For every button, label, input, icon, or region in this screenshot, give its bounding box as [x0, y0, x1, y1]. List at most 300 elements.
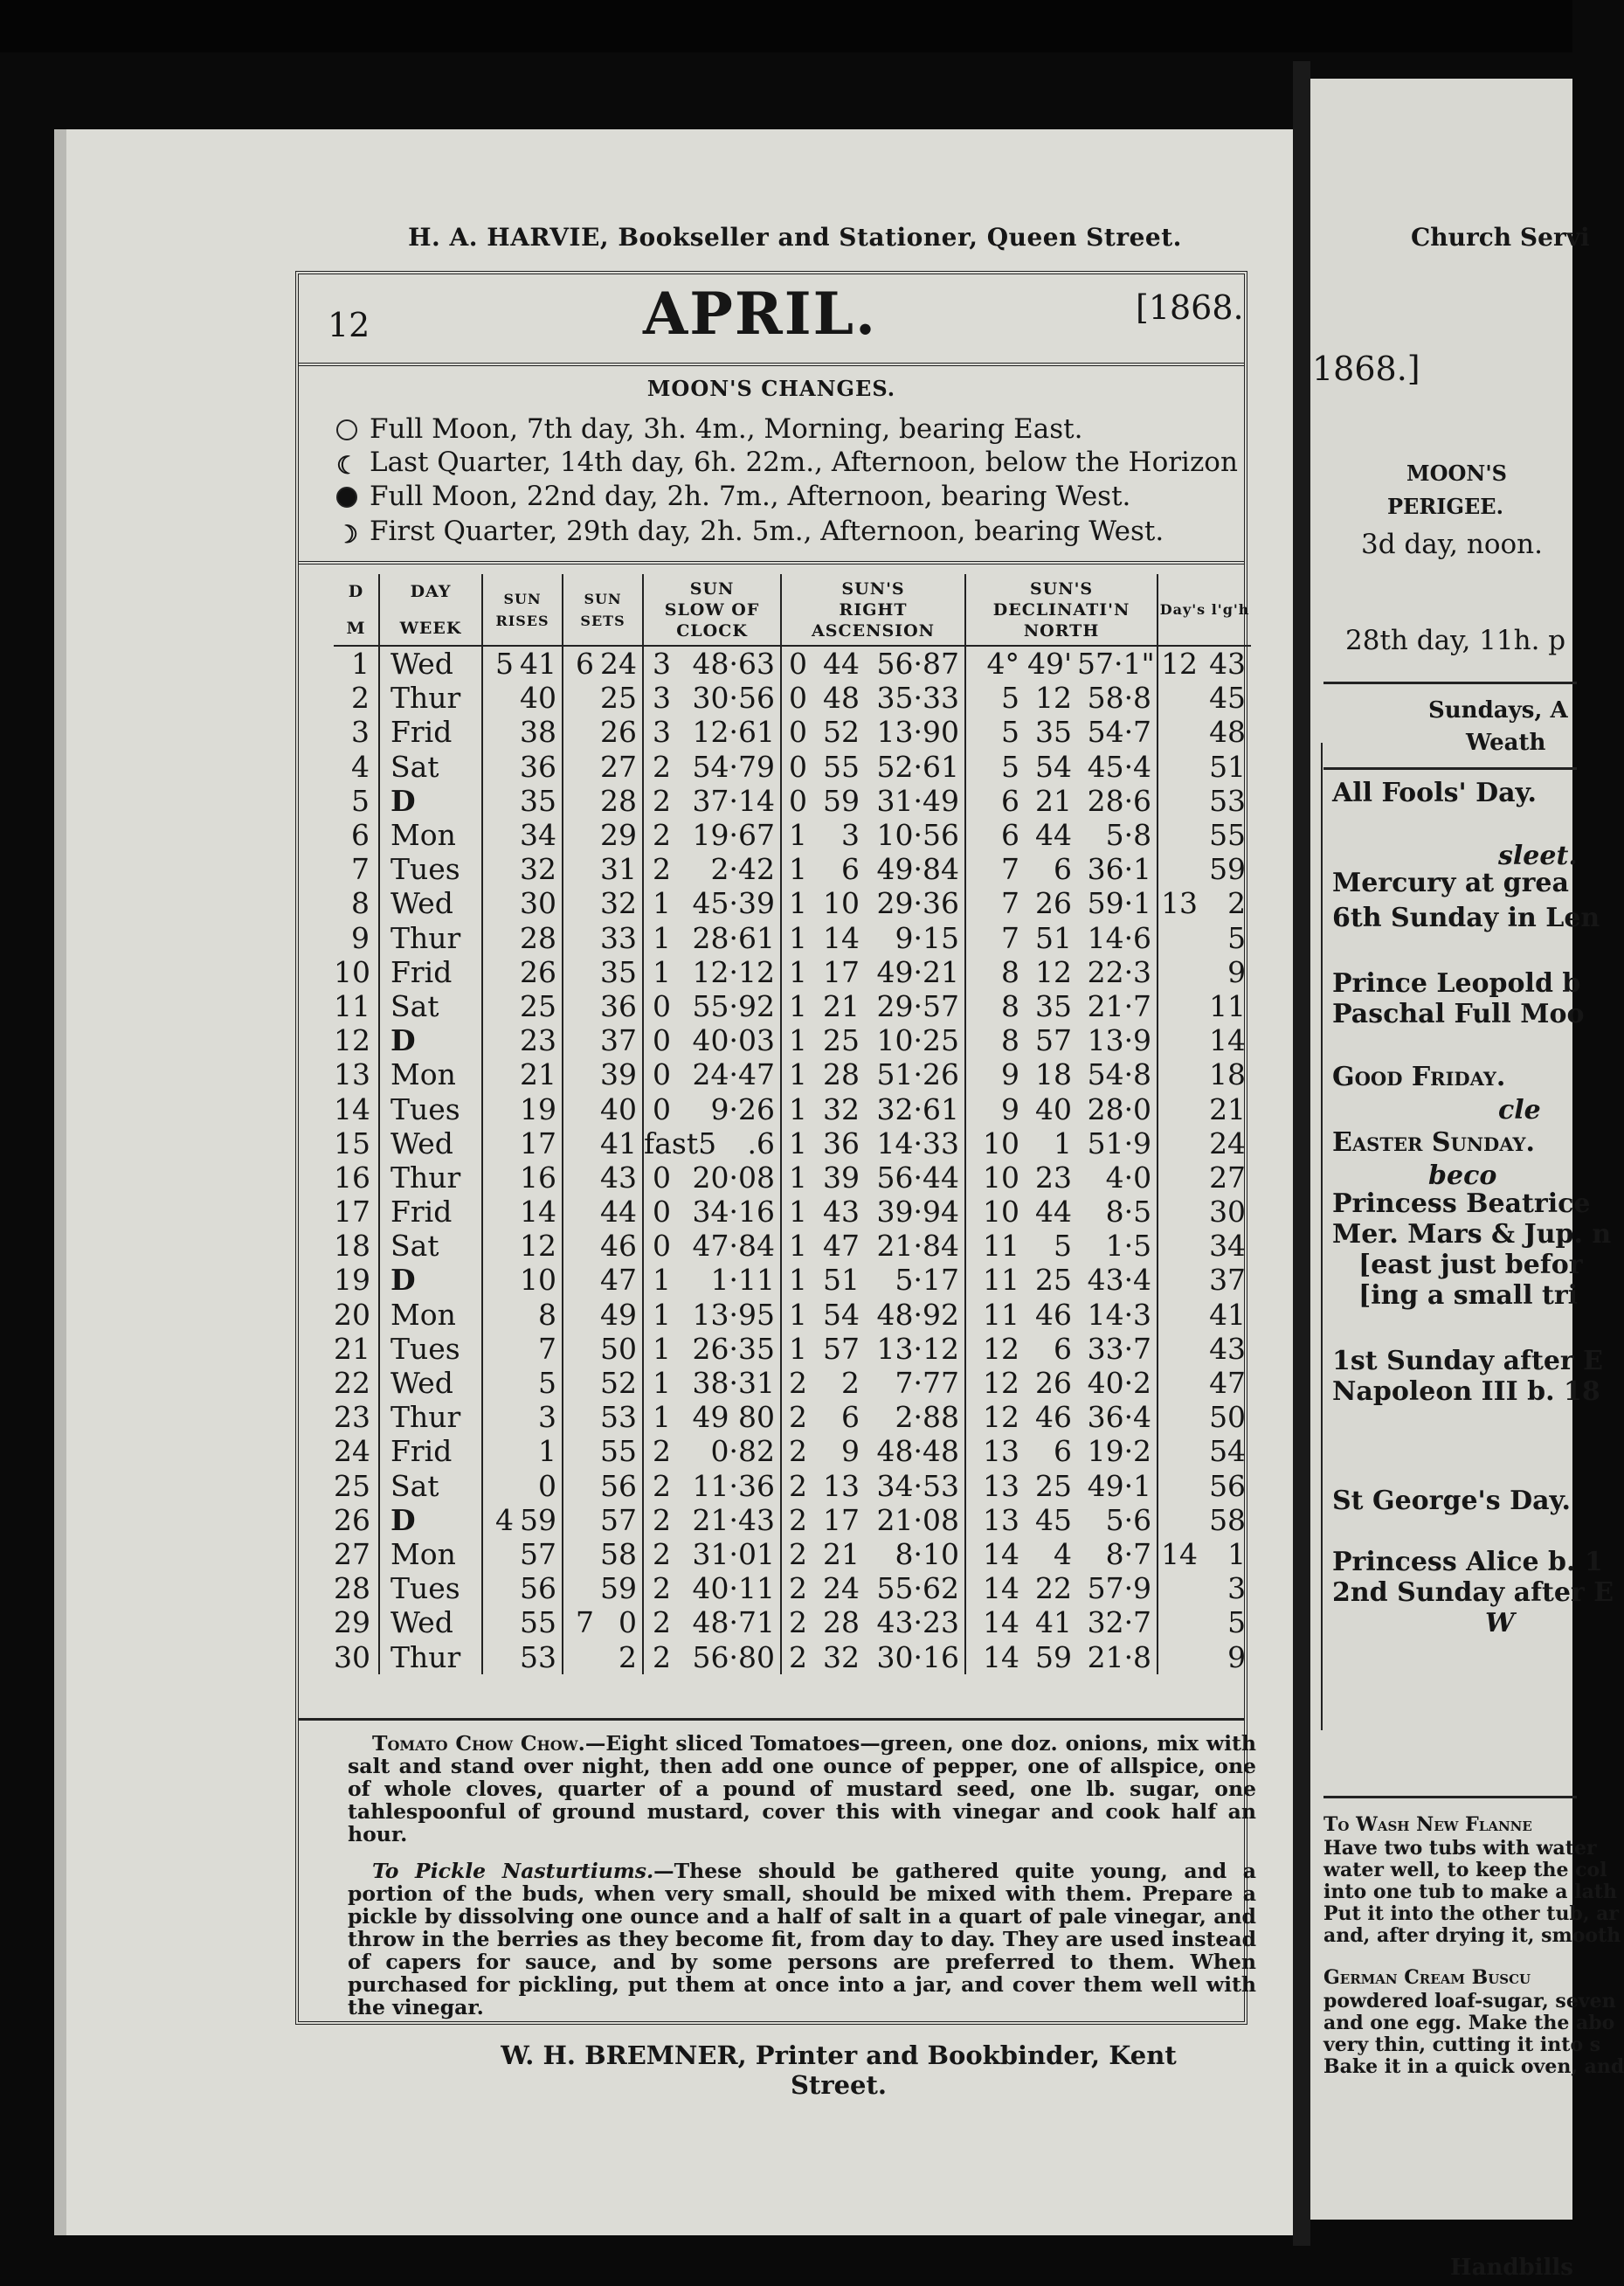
table-cell: 44 [1035, 1195, 1073, 1230]
table-cell: 23 [334, 1400, 370, 1435]
table-cell: 40 [520, 681, 557, 716]
table-cell: 28 [600, 783, 638, 818]
table-cell: 6 [563, 646, 599, 681]
table-cell: 30·56 [692, 681, 776, 716]
table-cell: Frid [379, 1195, 482, 1229]
table-cell: 2 [643, 784, 676, 818]
right-bottom-line: Put it into the other tub, ar [1323, 1902, 1619, 1925]
table-cell: 1 [781, 1229, 812, 1263]
col-daylen-label: Day's l'g'h [1159, 601, 1250, 618]
table-cell: 36 [823, 1126, 860, 1160]
table-cell: 0 [643, 989, 676, 1023]
table-cell: 55 [823, 749, 860, 784]
table-cell: Frid [379, 955, 482, 989]
table-cell: 26 [1035, 886, 1073, 921]
table-cell: 24 [600, 647, 638, 682]
table-cell: 36·4 [1087, 1400, 1152, 1435]
col-sun-sets [563, 574, 643, 646]
table-cell: 1 [781, 852, 812, 886]
right-entry: St George's Day. [1332, 1486, 1571, 1516]
table-cell: 10 [965, 1160, 1025, 1195]
table-cell [482, 921, 519, 955]
table-cell: 1·11 [710, 1263, 776, 1298]
table-cell: 56 [600, 1468, 638, 1503]
table-row [334, 715, 1251, 749]
moon-change-text: First Quarter, 29th day, 2h. 5m., Afternoon, bearing West. [370, 516, 1164, 547]
table-cell: 9 [965, 1091, 1025, 1126]
table-cell: 32 [823, 1639, 860, 1674]
table-cell: 21 [1035, 783, 1073, 818]
right-bottom-line: Bake it in a quick oven, and [1323, 2055, 1624, 2078]
full-moon-open-icon [336, 419, 357, 440]
table-cell: 51 [1035, 920, 1073, 955]
right-bottom-line: German Cream Buscu [1323, 1966, 1531, 1989]
table-cell: 28 [823, 1057, 860, 1092]
table-cell [563, 681, 599, 715]
table-cell [563, 1126, 599, 1160]
table-cell: 14·33 [876, 1126, 960, 1160]
table-cell: fast5 [644, 1126, 717, 1160]
table-cell: 21 [823, 1536, 860, 1571]
table-cell: 47 [600, 1263, 638, 1298]
table-cell: 8·7 [1105, 1536, 1152, 1571]
table-cell: 55·92 [692, 988, 776, 1023]
table-cell: 29 [334, 1605, 370, 1640]
table-cell: 12·12 [692, 954, 776, 989]
table-cell: 1 [643, 886, 676, 920]
right-entry: Mer. Mars & Jup. n [1332, 1219, 1612, 1250]
table-row [334, 1298, 1251, 1332]
right-perigee-3d: 3d day, noon. [1361, 529, 1543, 560]
table-cell: 31 [600, 852, 638, 887]
table-cell: 6 [1054, 852, 1073, 887]
table-cell: 21·43 [692, 1502, 776, 1537]
right-bottom-line: powdered loaf-sugar, seven [1323, 1990, 1616, 2012]
table-cell: 21·84 [876, 1229, 960, 1264]
moon-change-4 [336, 516, 1164, 547]
recipe-body: —Eight sliced Tomatoes—green, one doz. onions, mix with salt and stand over night, then add one ounce of pepper, one of allspice, one of whole cloves, quarter of a pound of mustard seed, one lb. sugar, one tahlespoonful of ground mustard, cover this with vinegar and cook half an hour. [348, 1731, 1256, 1846]
table-cell: 7 [965, 921, 1025, 955]
table-cell: 54·8 [1087, 1057, 1152, 1092]
table-cell: 51·9 [1087, 1126, 1152, 1160]
table-cell: 14 [1158, 1537, 1203, 1571]
table-cell [563, 1057, 599, 1091]
book-gutter [1293, 61, 1310, 2246]
table-row [334, 681, 1251, 715]
table-cell: 20·08 [692, 1160, 776, 1195]
table-cell [563, 852, 599, 886]
table-cell: 53 [520, 1639, 557, 1674]
right-rule [1323, 682, 1577, 684]
right-entry: sleet. [1498, 841, 1578, 871]
table-cell: 10 [823, 886, 860, 921]
table-cell: 28 [520, 920, 557, 955]
table-row [334, 750, 1251, 784]
table-cell: 28 [334, 1571, 370, 1606]
right-entry: Napoleon III b. 18 [1332, 1376, 1600, 1407]
table-cell: 2·88 [895, 1400, 960, 1435]
table-cell [482, 1400, 519, 1434]
table-cell: 52 [600, 1366, 638, 1401]
table-cell: 41 [1035, 1605, 1073, 1640]
table-cell: 43·4 [1087, 1263, 1152, 1298]
table-cell: 48 [823, 681, 860, 716]
table-row [334, 1434, 1251, 1468]
table-cell: 1 [781, 1195, 812, 1229]
table-cell: Sat [379, 1229, 482, 1263]
col-sun-slow-label-2: SLOW OF [664, 599, 760, 620]
table-cell: 2 [841, 1366, 860, 1401]
table-cell: 24 [1209, 1126, 1247, 1160]
recipe-tomato [348, 1732, 1256, 1846]
table-cell: 12 [520, 1229, 557, 1264]
table-cell: 1 [351, 647, 370, 682]
table-cell: Frid [379, 715, 482, 749]
right-entry: W [1485, 1608, 1515, 1638]
table-cell: 54 [1209, 1434, 1247, 1469]
table-cell [563, 886, 599, 920]
table-cell [1158, 1434, 1203, 1468]
col-sun-rises [482, 574, 563, 646]
table-cell: 25 [1035, 1263, 1073, 1298]
table-cell: Tues [379, 1091, 482, 1126]
table-cell: 2 [619, 1639, 638, 1674]
table-cell: 5 [965, 750, 1025, 784]
table-cell: 1 [781, 1332, 812, 1366]
table-cell: 18 [1035, 1057, 1073, 1092]
table-cell: 38·31 [692, 1366, 776, 1401]
table-cell [482, 1434, 519, 1468]
table-cell: 21 [823, 988, 860, 1023]
table-cell: 2 [781, 1366, 812, 1400]
recipe-body: —These should be gathered quite young, and a portion of the buds, when very small, should be mixed with them. Prepare a pickle by dissolving one ounce and a half of salt in a quart of pale vinegar, and throw in the berries as they become fit, from day to day. They are used instead of capers for sauce, and by some persons are preferred to them. When purchased for pickling, put them at once into a jar, and cover them well with the vinegar. [348, 1859, 1256, 2019]
table-cell: 3 [841, 818, 860, 853]
table-cell: 32·61 [876, 1091, 960, 1126]
table-cell [1158, 1023, 1203, 1057]
table-cell: 1 [781, 886, 812, 920]
table-cell: 2 [781, 1605, 812, 1639]
right-entry: 1st Sunday after E [1332, 1346, 1604, 1376]
table-cell [1158, 1195, 1203, 1229]
table-cell: 0 [619, 1605, 638, 1640]
table-row [334, 1537, 1251, 1571]
table-cell: 41 [520, 647, 557, 682]
table-row [334, 886, 1251, 920]
table-cell: 2 [643, 818, 676, 852]
table-cell: 2 [781, 1469, 812, 1503]
table-cell: 8 [351, 886, 370, 921]
table-cell: 19 [520, 1091, 557, 1126]
table-cell: 1 [643, 1366, 676, 1400]
table-cell [482, 1091, 519, 1126]
table-cell: 2 [643, 750, 676, 784]
table-cell: 20 [334, 1297, 370, 1332]
table-cell: 45·39 [692, 886, 776, 921]
table-cell: 32 [600, 886, 638, 921]
table-cell [482, 750, 519, 784]
table-cell: 23 [520, 1023, 557, 1058]
table-cell: Frid [379, 1434, 482, 1468]
table-cell: 8 [965, 955, 1025, 989]
table-cell: 1·5 [1105, 1229, 1152, 1264]
table-cell: 23 [1035, 1160, 1073, 1195]
table-cell: Mon [379, 1537, 482, 1571]
right-entry: Mercury at grea [1332, 868, 1569, 898]
right-bottom-line: and, after drying it, smooth [1323, 1924, 1621, 1947]
table-cell: 4° [965, 646, 1025, 681]
table-cell [563, 1091, 599, 1126]
table-cell: 12 [1035, 681, 1073, 716]
table-cell: 5 [1227, 920, 1247, 955]
table-row [334, 1503, 1251, 1537]
table-cell: 4 [482, 1503, 519, 1537]
table-cell: 1 [781, 1298, 812, 1332]
table-cell: 47 [823, 1229, 860, 1264]
table-cell: 13 [1158, 886, 1203, 920]
table-cell [563, 1160, 599, 1195]
table-cell: Thur [379, 681, 482, 715]
table-cell: 3 [1227, 1571, 1247, 1606]
table-cell: 35 [1035, 715, 1073, 750]
table-cell: 21·8 [1087, 1639, 1152, 1674]
table-cell [563, 1434, 599, 1468]
table-cell: 1 [781, 1160, 812, 1195]
table-cell: 2·42 [710, 852, 776, 887]
table-cell: 21·7 [1087, 988, 1152, 1023]
col-dec-label-1: SUN'S [1029, 578, 1094, 599]
table-cell: Tues [379, 1332, 482, 1366]
table-cell: 55 [600, 1434, 638, 1469]
table-cell: 49·21 [876, 954, 960, 989]
table-cell: 1 [781, 1057, 812, 1091]
table-cell [563, 784, 599, 818]
table-cell: 18 [334, 1229, 370, 1264]
col-declination [965, 574, 1158, 646]
table-cell: 14 [1209, 1023, 1247, 1058]
table-cell [563, 715, 599, 749]
table-cell: 28·61 [692, 920, 776, 955]
table-cell: 8·5 [1105, 1195, 1152, 1230]
table-cell: 33·7 [1087, 1331, 1152, 1366]
table-cell [563, 1400, 599, 1434]
right-bottom-line: into one tub to make a lath [1323, 1881, 1617, 1903]
col-right-ascension [781, 574, 965, 646]
table-cell: 9·26 [710, 1091, 776, 1126]
table-cell: 6 [965, 784, 1025, 818]
table-cell: Wed [379, 1366, 482, 1400]
right-page [1310, 79, 1624, 2281]
table-cell: 7 [351, 852, 370, 887]
table-cell: 1 [781, 1126, 812, 1160]
table-cell: 31·01 [692, 1536, 776, 1571]
table-cell: 14 [965, 1571, 1025, 1605]
table-cell [1158, 818, 1203, 852]
table-cell: 28·6 [1087, 783, 1152, 818]
table-cell: 7 [538, 1331, 557, 1366]
table-row [334, 989, 1251, 1023]
table-row [334, 1332, 1251, 1366]
table-cell: 44 [823, 647, 860, 682]
table-cell: 10 [965, 1126, 1025, 1160]
table-cell [1158, 750, 1203, 784]
table-cell: 1 [643, 1298, 676, 1332]
table-cell: 1 [643, 1263, 676, 1297]
table-cell: 34·53 [876, 1468, 960, 1503]
table-cell: Wed [379, 1605, 482, 1639]
table-cell [563, 1023, 599, 1057]
table-cell: 25 [823, 1023, 860, 1058]
table-cell: 12·61 [692, 715, 776, 750]
table-cell: 51 [823, 1263, 860, 1298]
table-cell: 10 [520, 1263, 557, 1298]
table-cell: 13 [965, 1434, 1025, 1468]
right-entry: 2nd Sunday after E [1332, 1577, 1614, 1608]
table-cell: Thur [379, 1160, 482, 1195]
col-dec-label-3: NORTH [1023, 620, 1100, 641]
table-cell: 46 [1035, 1297, 1073, 1332]
table-cell: 5 [482, 646, 519, 681]
right-entry: All Fools' Day. [1332, 778, 1537, 808]
table-cell [482, 1571, 519, 1605]
col-sun-sets-label: SUN SETS [580, 590, 625, 629]
table-cell [1158, 1126, 1203, 1160]
right-bottom-line: very thin, cutting it into s [1323, 2033, 1601, 2056]
right-entry: Princess Alice b. 1 [1332, 1547, 1603, 1577]
table-cell: 0 [781, 784, 812, 818]
table-row [334, 1229, 1251, 1263]
table-cell [563, 1366, 599, 1400]
table-cell: 43 [1209, 1331, 1247, 1366]
table-cell [1158, 1503, 1203, 1537]
table-row [334, 1605, 1251, 1639]
right-entry: beco [1428, 1160, 1497, 1191]
table-cell: 8 [538, 1297, 557, 1332]
right-bottom-line: Have two tubs with water [1323, 1837, 1597, 1860]
table-cell: 5 [1227, 1605, 1247, 1640]
table-cell: 14 [965, 1639, 1025, 1673]
table-row [334, 955, 1251, 989]
table-cell: 8 [965, 1023, 1025, 1057]
right-col-header-2: Weath [1466, 730, 1546, 756]
table-cell: 17 [823, 1502, 860, 1537]
table-cell [563, 1503, 599, 1537]
col-d-m [334, 574, 379, 646]
almanac-table [334, 574, 1251, 1674]
table-cell: 59 [520, 1502, 557, 1537]
table-cell [1158, 1400, 1203, 1434]
right-entry: Paschal Full Moo [1332, 999, 1585, 1029]
table-cell [1158, 1469, 1203, 1503]
col-ra-label-3: ASCENSION [812, 620, 936, 641]
table-cell: 29 [600, 818, 638, 853]
table-cell [1158, 1263, 1203, 1297]
right-moon-label-1: MOON'S [1406, 461, 1507, 486]
col-sun-rises-label: SUN RISES [495, 590, 549, 629]
table-cell: 3 [351, 715, 370, 750]
table-cell: Sat [379, 1469, 482, 1503]
table-cell: 41 [1209, 1297, 1247, 1332]
table-cell: 28·0 [1087, 1091, 1152, 1126]
table-cell: 14·6 [1087, 920, 1152, 955]
table-cell: 43 [823, 1195, 860, 1230]
right-footer: Handbills [1450, 2255, 1573, 2281]
table-cell: 43·23 [876, 1605, 960, 1640]
table-cell: 0 [643, 1023, 676, 1057]
table-cell: 16 [334, 1160, 370, 1195]
table-cell [1158, 1366, 1203, 1400]
table-row [334, 1195, 1251, 1229]
table-cell: 40·03 [692, 1023, 776, 1058]
table-cell: 10·56 [876, 818, 960, 853]
year-label: [1868. [1136, 288, 1244, 327]
table-cell: 2 [781, 1400, 812, 1434]
table-cell: Tues [379, 1571, 482, 1605]
table-cell: 27 [600, 749, 638, 784]
table-cell: 9 [965, 1057, 1025, 1091]
table-cell: 52·61 [876, 749, 960, 784]
moon-change-text: Last Quarter, 14th day, 6h. 22m., Afternoon, below the Horizon [370, 447, 1238, 478]
table-cell: Mon [379, 1057, 482, 1091]
full-moon-dark-icon [336, 487, 357, 508]
table-cell: 5 [965, 715, 1025, 749]
table-cell: 10 [334, 954, 370, 989]
table-cell: 2 [1227, 886, 1247, 921]
table-cell: 6 [1054, 1331, 1073, 1366]
table-cell: 1 [781, 1091, 812, 1126]
table-cell: 57 [600, 1502, 638, 1537]
table-cell: 49·1 [1087, 1468, 1152, 1503]
table-cell: 4 [1054, 1536, 1073, 1571]
table-cell: 59 [823, 783, 860, 818]
table-cell: 35 [600, 954, 638, 989]
table-cell: 58 [1209, 1502, 1247, 1537]
table-cell: 2 [643, 1571, 676, 1605]
table-cell [1158, 715, 1203, 749]
table-cell: 15 [334, 1126, 370, 1160]
col-day-week [379, 574, 482, 646]
table-cell [482, 681, 519, 715]
table-cell: 32 [520, 852, 557, 887]
table-row [334, 1571, 1251, 1605]
table-cell: 14 [965, 1537, 1025, 1571]
table-row [334, 1400, 1251, 1434]
table-top-rule [299, 561, 1244, 565]
recipe-nasturtiums [348, 1860, 1256, 2019]
table-cell: 4·0 [1105, 1160, 1152, 1195]
col-sun-slow [643, 574, 781, 646]
table-cell [1158, 1639, 1203, 1673]
table-cell [482, 989, 519, 1023]
table-cell: 40·2 [1087, 1366, 1152, 1401]
table-cell: 46 [1035, 1400, 1073, 1435]
table-cell: 14·3 [1087, 1297, 1152, 1332]
table-cell: 1 [781, 818, 812, 852]
table-cell: 54 [1035, 749, 1073, 784]
table-cell: 1 [1054, 1126, 1073, 1160]
table-cell [1158, 1057, 1203, 1091]
table-cell: 35·33 [876, 681, 960, 716]
table-cell: Thur [379, 1639, 482, 1673]
table-cell: 32·7 [1087, 1605, 1152, 1640]
table-cell: 14 [965, 1605, 1025, 1639]
table-cell: 57 [823, 1331, 860, 1366]
table-cell: 49 80 [692, 1400, 776, 1435]
table-cell: 3 [643, 681, 676, 715]
table-cell: 39·94 [876, 1195, 960, 1230]
table-cell: Thur [379, 1400, 482, 1434]
right-bottom-line: and one egg. Make the abo [1323, 2012, 1615, 2034]
table-cell: 50 [600, 1331, 638, 1366]
